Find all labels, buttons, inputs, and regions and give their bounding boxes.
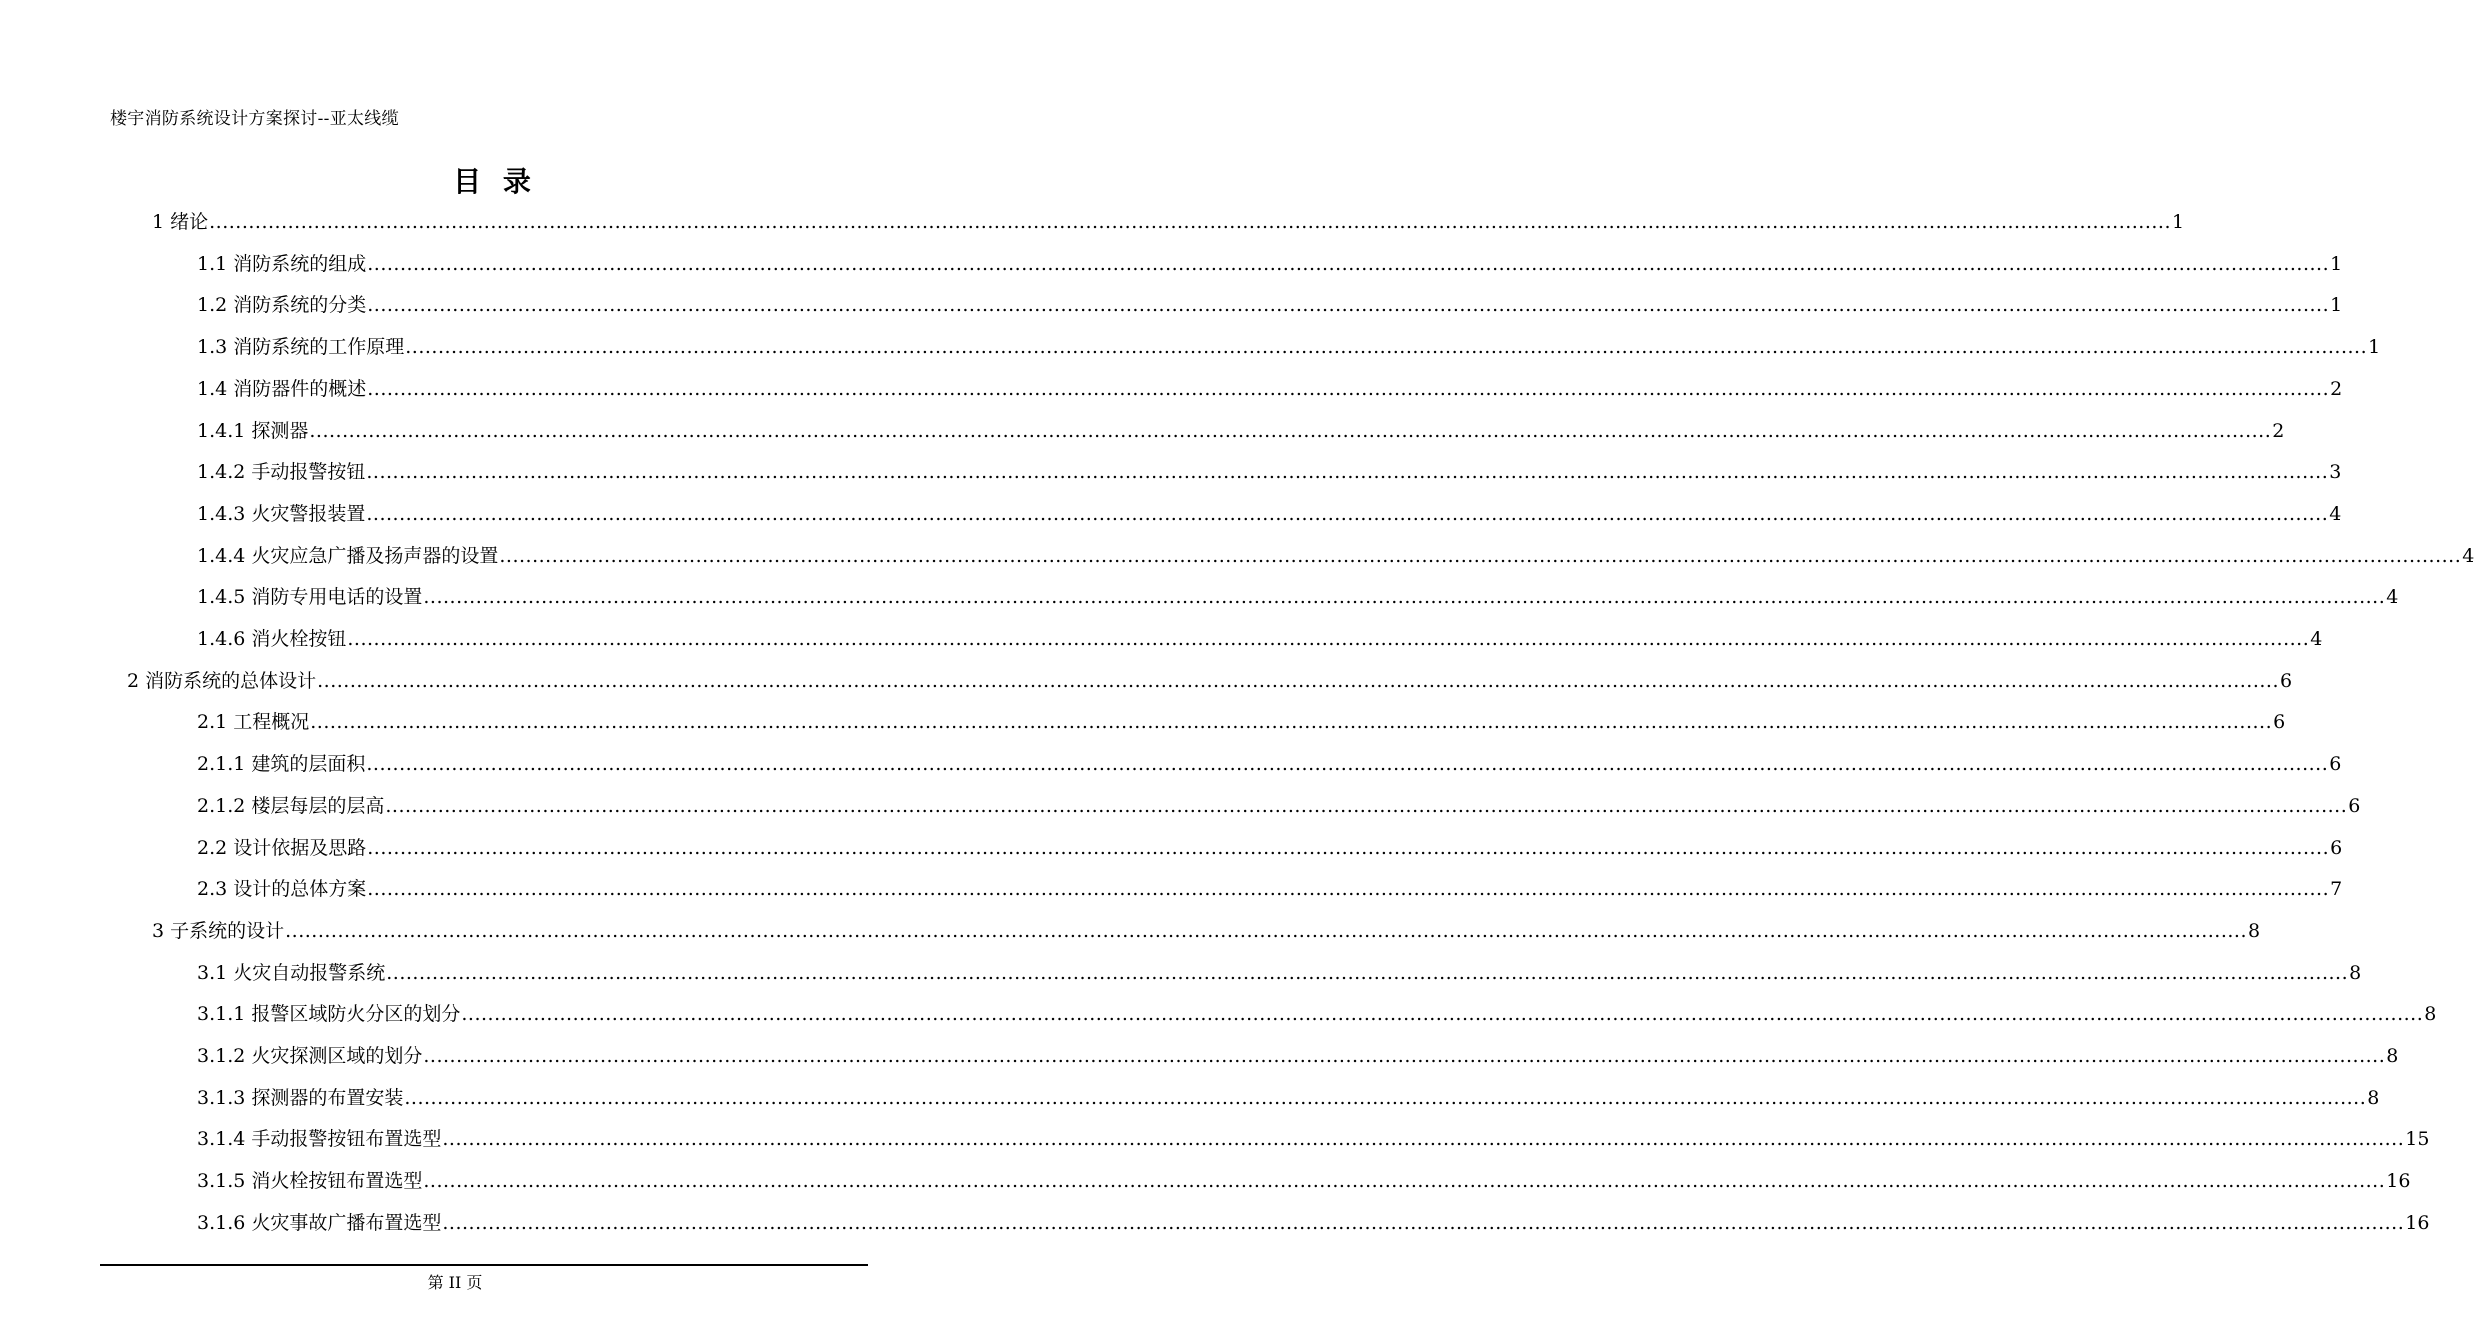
- toc-dot-leader: ............................................................................................................................................................................................................................................................................................................: [366, 502, 2329, 525]
- toc-entry-label: 1.4 消防器件的概述: [197, 377, 367, 400]
- toc-entry-label: 2.1.1 建筑的层面积: [197, 753, 366, 776]
- toc-entry-page: 6: [2329, 753, 2342, 776]
- toc-entry-label: 3.1.1 报警区域防火分区的划分: [197, 1003, 461, 1026]
- toc-dot-leader: ............................................................................................................................................................................................................................................................................................................: [367, 377, 2330, 400]
- toc-dot-leader: ............................................................................................................................................................................................................................................................................................................: [309, 419, 2272, 442]
- toc-entry-label: 3.1.3 探测器的布置安装: [197, 1086, 404, 1109]
- toc-dot-leader: ............................................................................................................................................................................................................................................................................................................: [404, 1086, 2367, 1109]
- toc-dot-leader: ............................................................................................................................................................................................................................................................................................................: [367, 294, 2330, 317]
- toc-entry[interactable]: [127, 660, 2293, 702]
- toc-entry-page: 8: [2367, 1086, 2380, 1109]
- toc-entry[interactable]: [197, 827, 2343, 869]
- toc-entry[interactable]: [197, 493, 2342, 535]
- toc-entry-label: 1.4.1 探测器: [197, 419, 309, 442]
- toc-entry-page: 4: [2462, 544, 2474, 567]
- toc-entry[interactable]: [197, 1118, 2430, 1160]
- toc-entry-label: 3.1.2 火灾探测区域的划分: [197, 1045, 423, 1067]
- toc-entry[interactable]: [197, 410, 2285, 452]
- toc-dot-leader: ............................................................................................................................................................................................................................................................................................................: [499, 544, 2462, 567]
- toc-dot-leader: ............................................................................................................................................................................................................................................................................................................: [423, 1045, 2386, 1067]
- toc-dot-leader: ............................................................................................................................................................................................................................................................................................................: [366, 461, 2329, 484]
- toc-entry[interactable]: [152, 201, 2185, 243]
- toc-entry-page: 4: [2310, 628, 2323, 650]
- toc-entry-label: 2 消防系统的总体设计: [127, 669, 317, 692]
- toc-entry-page: 16: [2405, 1211, 2430, 1234]
- toc-dot-leader: ............................................................................................................................................................................................................................................................................................................: [209, 211, 2172, 233]
- toc-dot-leader: ............................................................................................................................................................................................................................................................................................................: [423, 586, 2386, 609]
- toc-entry-label: 3 子系统的设计: [152, 919, 285, 942]
- toc-entry[interactable]: [197, 368, 2343, 410]
- toc-entry[interactable]: [197, 326, 2381, 368]
- toc-entry-page: 1: [2330, 252, 2343, 275]
- toc-entry-label: 1.1 消防系统的组成: [197, 252, 367, 275]
- toc-dot-leader: ............................................................................................................................................................................................................................................................................................................: [285, 919, 2248, 942]
- toc-entry[interactable]: [197, 284, 2343, 326]
- toc-entry-page: 6: [2330, 836, 2343, 859]
- toc-entry[interactable]: [197, 785, 2361, 827]
- toc-entry[interactable]: [197, 1202, 2430, 1244]
- toc-entry-label: 2.1 工程概况: [197, 711, 310, 734]
- toc-dot-leader: ............................................................................................................................................................................................................................................................................................................: [347, 628, 2310, 650]
- toc-dot-leader: ............................................................................................................................................................................................................................................................................................................: [366, 753, 2329, 776]
- toc-dot-leader: ............................................................................................................................................................................................................................................................................................................: [442, 1128, 2405, 1151]
- toc-entry-label: 1.4.6 消火栓按钮: [197, 628, 347, 650]
- toc-entry[interactable]: [197, 1160, 2411, 1202]
- toc-entry-page: 8: [2386, 1045, 2399, 1067]
- toc-entry-label: 1.4.5 消防专用电话的设置: [197, 586, 423, 609]
- toc-entry[interactable]: [152, 910, 2261, 952]
- toc-entry[interactable]: [197, 701, 2286, 743]
- toc-entry-page: 3: [2329, 461, 2342, 484]
- toc-entry-label: 1.3 消防系统的工作原理: [197, 336, 405, 359]
- toc-entry-label: 3.1 火灾自动报警系统: [197, 961, 386, 984]
- toc-entry-page: 8: [2248, 919, 2261, 942]
- toc-entry-page: 8: [2424, 1003, 2437, 1026]
- toc-entry-page: 1: [2172, 211, 2185, 233]
- toc-entry-label: 2.2 设计依据及思路: [197, 836, 367, 859]
- toc-entry-page: 2: [2330, 377, 2343, 400]
- toc-dot-leader: ............................................................................................................................................................................................................................................................................................................: [442, 1211, 2405, 1234]
- toc-entry[interactable]: [197, 576, 2399, 618]
- toc-entry[interactable]: [197, 618, 2323, 660]
- toc-entry[interactable]: [197, 952, 2362, 994]
- toc-dot-leader: ............................................................................................................................................................................................................................................................................................................: [317, 669, 2280, 692]
- toc-entry[interactable]: [197, 451, 2342, 493]
- toc-dot-leader: ............................................................................................................................................................................................................................................................................................................: [385, 794, 2348, 817]
- toc-entry[interactable]: [197, 1035, 2399, 1077]
- toc-entry-page: 1: [2330, 294, 2343, 317]
- toc-dot-leader: ............................................................................................................................................................................................................................................................................................................: [367, 878, 2330, 901]
- toc-dot-leader: ............................................................................................................................................................................................................................................................................................................: [405, 336, 2368, 359]
- toc-entry-page: 6: [2280, 669, 2293, 692]
- toc-entry-label: 1 绪论: [152, 211, 209, 233]
- toc-dot-leader: ............................................................................................................................................................................................................................................................................................................: [461, 1003, 2424, 1026]
- toc-dot-leader: ............................................................................................................................................................................................................................................................................................................: [367, 252, 2330, 275]
- toc-entry-page: 1: [2368, 336, 2381, 359]
- toc-entry[interactable]: [197, 1077, 2380, 1119]
- toc-entry-page: 6: [2273, 711, 2286, 734]
- toc-entry-page: 7: [2330, 878, 2343, 901]
- toc-entry-label: 3.1.4 手动报警按钮布置选型: [197, 1128, 442, 1151]
- toc-entry[interactable]: [197, 243, 2343, 285]
- toc-dot-leader: ............................................................................................................................................................................................................................................................................................................: [310, 711, 2273, 734]
- toc-entry-label: 1.4.4 火灾应急广播及扬声器的设置: [197, 544, 499, 567]
- toc-entry-label: 1.4.3 火灾警报装置: [197, 502, 366, 525]
- toc-entry-page: 2: [2272, 419, 2285, 442]
- toc-title: 目 录: [453, 165, 537, 198]
- toc-entry-label: 3.1.5 消火栓按钮布置选型: [197, 1170, 423, 1193]
- toc-entry[interactable]: [197, 535, 2474, 577]
- footer-divider: [100, 1264, 868, 1266]
- toc-entry-label: 1.4.2 手动报警按钮: [197, 461, 366, 484]
- toc-entry-label: 3.1.6 火灾事故广播布置选型: [197, 1211, 442, 1234]
- running-header: 楼宇消防系统设计方案探讨--亚太线缆: [110, 109, 399, 129]
- toc-entry[interactable]: [197, 868, 2343, 910]
- toc-dot-leader: ............................................................................................................................................................................................................................................................................................................: [367, 836, 2330, 859]
- toc-entry-page: 4: [2386, 586, 2399, 609]
- toc-entry-page: 8: [2349, 961, 2362, 984]
- toc-entry-page: 15: [2405, 1128, 2430, 1151]
- toc-entry[interactable]: [197, 743, 2342, 785]
- toc-dot-leader: ............................................................................................................................................................................................................................................................................................................: [423, 1170, 2386, 1193]
- toc-entry-page: 16: [2386, 1170, 2411, 1193]
- toc-entry-page: 6: [2348, 794, 2361, 817]
- toc-entry-page: 4: [2329, 502, 2342, 525]
- toc-dot-leader: ............................................................................................................................................................................................................................................................................................................: [386, 961, 2349, 984]
- toc-entry-label: 2.3 设计的总体方案: [197, 878, 367, 901]
- toc-entry-label: 1.2 消防系统的分类: [197, 294, 367, 317]
- page-number: 第 II 页: [427, 1273, 483, 1292]
- toc-entry[interactable]: [197, 993, 2437, 1035]
- toc-entry-label: 2.1.2 楼层每层的层高: [197, 794, 385, 817]
